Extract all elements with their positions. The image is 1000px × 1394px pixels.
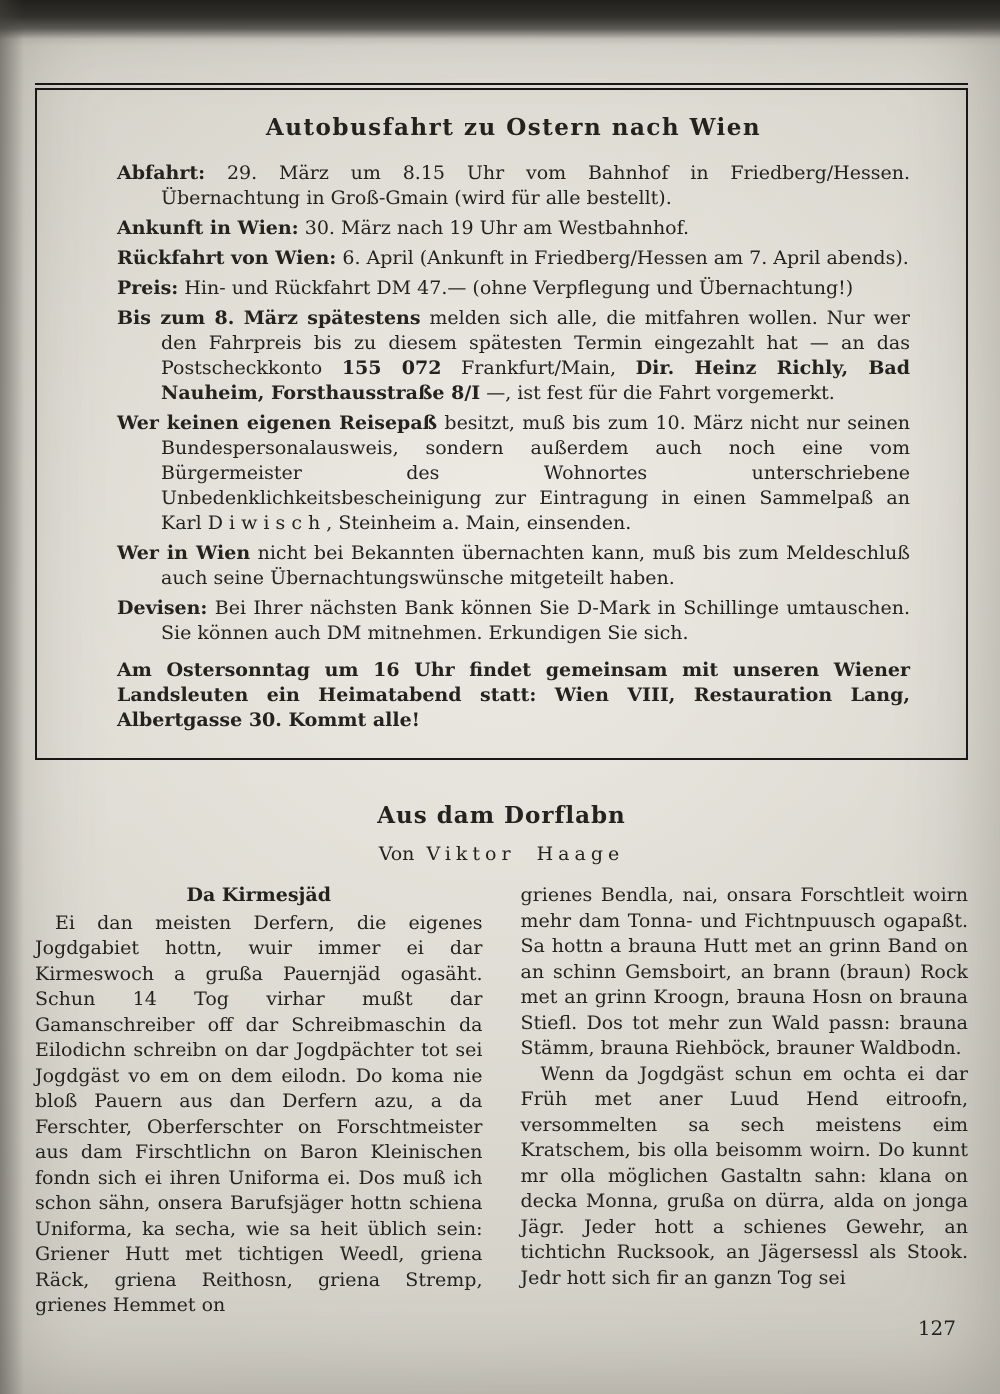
notice-paragraph [117,306,910,406]
notice-text: —, ist fest für die Fahrt vorgemerkt. [480,382,835,404]
notice-text-bold: Wer in Wien [117,542,251,564]
notice-text: Frankfurt/Main, [441,357,636,379]
byline-prefix: Von [378,843,415,865]
notice-text-bold: 155 072 [341,357,442,379]
page-number: 127 [917,1316,956,1340]
notice-text: nicht bei Bekannten übernachten kann, muß bis zum Meldeschluß auch seine Übernachtungswünsche mitgeteilt haben. [161,542,910,589]
notice-text: 6. April (Ankunft in Friedberg/Hessen am 7. April abends). [336,247,909,269]
notice-paragraph [117,596,910,646]
article-subheading: Da Kirmesjäd [186,884,331,906]
notice-paragraph [117,246,910,271]
notice-text-bold: Abfahrt: [117,162,206,184]
byline-name: Viktor Haage [426,843,625,865]
notice-paragraph [117,411,910,536]
notice-title: Autobusfahrt zu Ostern nach Wien [265,114,762,141]
notice-text: Hin- und Rückfahrt DM 47.— (ohne Verpflegung und Übernachtung!) [178,277,854,299]
notice-box [35,88,968,760]
notice-text-bold: Ankunft in Wien: [117,217,299,239]
notice-paragraph [117,541,910,591]
article-paragraph: Wenn da Jogdgäst schun em ochta ei dar Früh met aner Luud Hend eitroofn, versommelten sa sech meistens eim Kratschem, bis olla beisomm woirn. Do kunnt mr olla möglichen Gastaltn sahn: klana on decka Monna, grußa on dürra, alda on jonga Jägr. Jeder hott a schienes Gewehr, an tichtichn Rucksook, an Jägersessl als Stook. Jedr hott sich fir an ganzn Tog sei [520,1062,968,1289]
notice-text: Bei Ihrer nächsten Bank können Sie D-Mark in Schillinge umtauschen. Sie können auch DM mitnehmen. Erkundigen Sie sich. [161,597,910,644]
notice-text: 29. März um 8.15 Uhr vom Bahnhof in Friedberg/Hessen. Übernachtung in Groß-Gmain (wird für alle bestellt). [161,162,910,209]
article-paragraph: Ei dan meisten Derfern, die eigenes Jogdgabiet hottn, wuir immer ei dar Kirmeswoch a grußa Pauernjäd ogasäht. Schun 14 Tog virhar mußt dar Gamanschreiber off dar Schreibmaschin da Eilodichn schreibn on dar Jogdpächter tot sei Jogdgäst vo em on dem eilodn. Do koma nie bloß Pauern aus dan Derfern azu, a da Ferschter, Oberferschter on Forschtmeister aus dam Firschtlichn on Baron Kleinischen fondn sich ei ihren Uniforma ei. Dos muß ich schon sähn, onsera Barufsjäger hottn schiena Uniforma, ka secha, wie sa heit üblich sein: Griener Hutt met tichtigen Weedl, griena Räck, griena Reithosn, griena Stremp, grienes Hemmet on [35,911,483,1316]
notice-text-bold: Bis zum 8. März spätestens [117,307,421,329]
notice-paragraphs [117,161,910,733]
notice-paragraph [117,276,910,301]
article-paragraph: grienes Bendla, nai, onsara Forschtleit woirn mehr dam Tonna- und Fichtnpuusch ogapaßt. Sa hottn a brauna Hutt met an grinn Band on an schinn Gemsboirt, an brann (braun) Rock met an grinn Kroogn, brauna Hosn on brauna Stiefl. Dos tot mehr zun Wald passn: brauna Stämm, brauna Riehböck, brauner Waldbodn. [520,884,968,1059]
notice-text-bold: Dir. Heinz Richly, Bad Nauheim, Forsthausstraße 8/I [161,357,911,404]
notice-paragraph [117,161,910,211]
notice-text-bold: Am Ostersonntag um 16 Uhr findet gemeinsam mit unseren Wiener Landsleuten ein Heimatabend statt: Wien VIII, Restauration Lang, Albertgasse 30. Kommt alle! [117,659,910,731]
notice-text-bold: Devisen: [117,597,208,619]
article-columns [35,883,968,1319]
notice-text-bold: Rückfahrt von Wien: [117,247,337,269]
article-column-left [35,883,483,1319]
notice-text-bold: Wer keinen eigenen Reisepaß [117,412,438,434]
article-byline [35,843,968,865]
notice-text: besitzt, muß bis zum 10. März nicht nur seinen Bundespersonalausweis, sondern außerdem auch noch eine vom Bürgermeister des Wohnortes unterschriebene Unbedenklichkeitsbescheinigung zur Eintragung in einen Sammelpaß an Karl D i w i s c h , Steinheim a. Main, einsenden. [161,412,910,534]
notice-text: 30. März nach 19 Uhr am Westbahnhof. [298,217,690,239]
notice-text-bold: Preis: [117,277,179,299]
article-column-right [521,883,969,1319]
article-title: Aus dam Dorflabn [377,802,626,829]
notice-text: melden sich alle, die mitfahren wollen. Nur wer den Fahrpreis bis zu diesem spätesten Termin eingezahlt hat — an das Postscheckkonto [161,307,910,379]
notice-paragraph [117,216,910,241]
notice-paragraph [117,658,910,733]
